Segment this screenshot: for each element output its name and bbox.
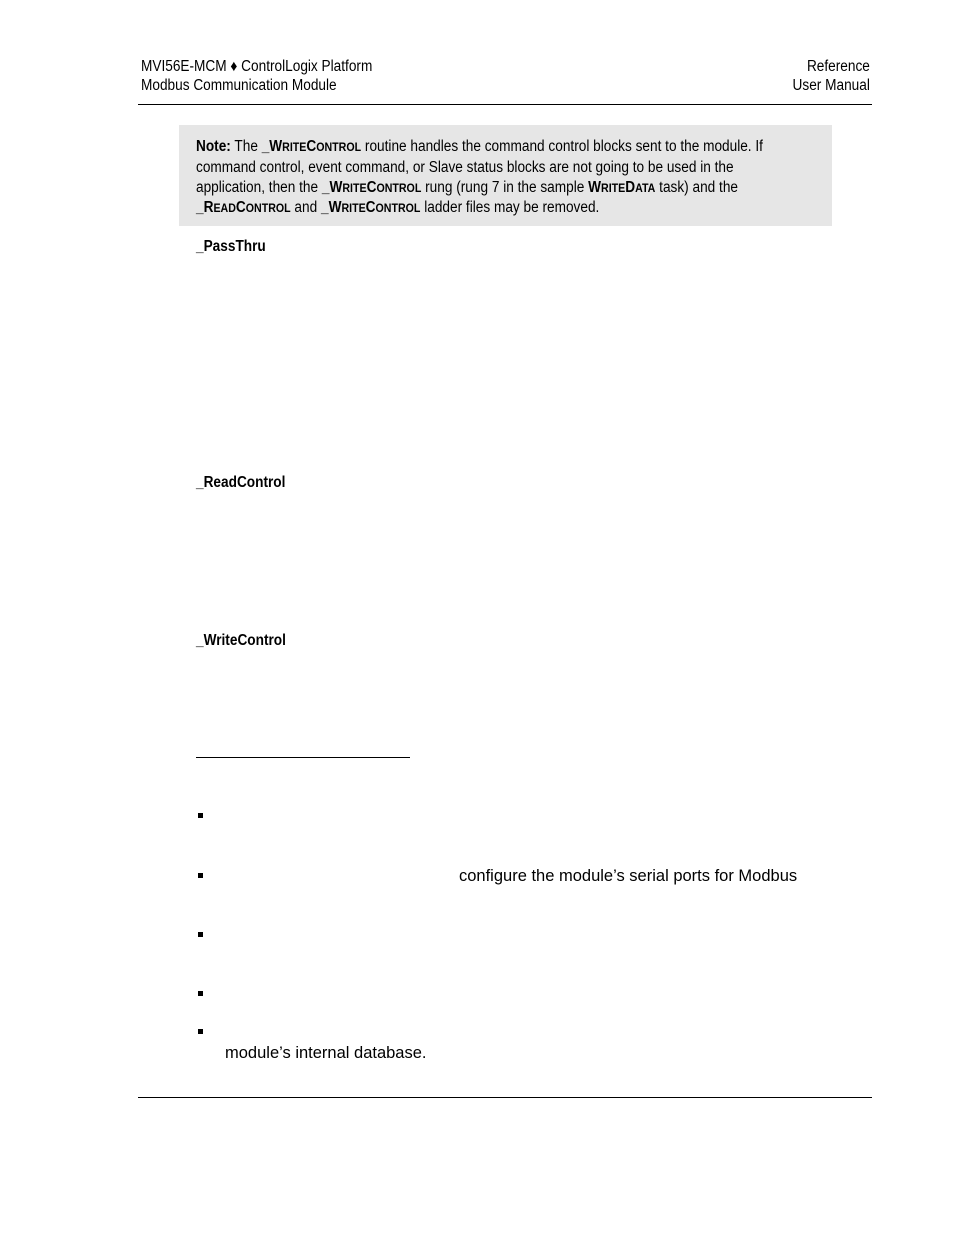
- footer-divider: [138, 1097, 872, 1098]
- bullet-marker-3: [198, 932, 203, 937]
- writecontrol-rung-name: _WRITECONTROL: [321, 178, 422, 196]
- note-line-4: _READCONTROL and _WRITECONTROL ladder files may be removed.: [196, 199, 600, 217]
- header-divider: [138, 104, 872, 105]
- note-label: Note:: [196, 138, 231, 155]
- bullet-5-text: module’s internal database.: [225, 1044, 427, 1062]
- running-header-right: [793, 57, 870, 95]
- header-product-subtitle: Modbus Communication Module: [141, 77, 337, 94]
- note-text: [196, 137, 812, 219]
- bullet-marker-2: [198, 873, 203, 878]
- note-line-2: command control, event command, or Slave status blocks are not going to be used in the: [196, 158, 734, 176]
- header-document-type: User Manual: [792, 77, 870, 94]
- bullet-marker-1: [198, 813, 203, 818]
- note-line-3: application, then the _WRITECONTROL rung (rung 7 in the sample WRITEDATA task) and the: [196, 178, 739, 196]
- readcontrol-heading: _ReadControl: [196, 474, 286, 491]
- passthru-heading: _PassThru: [196, 238, 266, 255]
- section-divider: [196, 757, 410, 758]
- writecontrol-file-name: _WRITECONTROL: [320, 199, 421, 217]
- writecontrol-routine-name: _WRITECONTROL: [261, 138, 362, 155]
- running-header-left: [141, 57, 372, 95]
- header-chapter-title: Reference: [807, 58, 870, 75]
- header-product-title: MVI56E-MCM ♦ ControlLogix Platform: [141, 58, 373, 75]
- bullet-marker-4: [198, 991, 203, 996]
- bullet-2-text: configure the module’s serial ports for Modbus: [459, 867, 798, 885]
- readcontrol-file-name: _READCONTROL: [196, 199, 291, 217]
- note-line-1: Note: The _WRITECONTROL routine handles the command control blocks sent to the module. If: [196, 138, 763, 155]
- writecontrol-heading: _WriteControl: [196, 632, 286, 649]
- writedata-task-name: WRITEDATA: [588, 178, 656, 196]
- bullet-marker-5: [198, 1029, 203, 1034]
